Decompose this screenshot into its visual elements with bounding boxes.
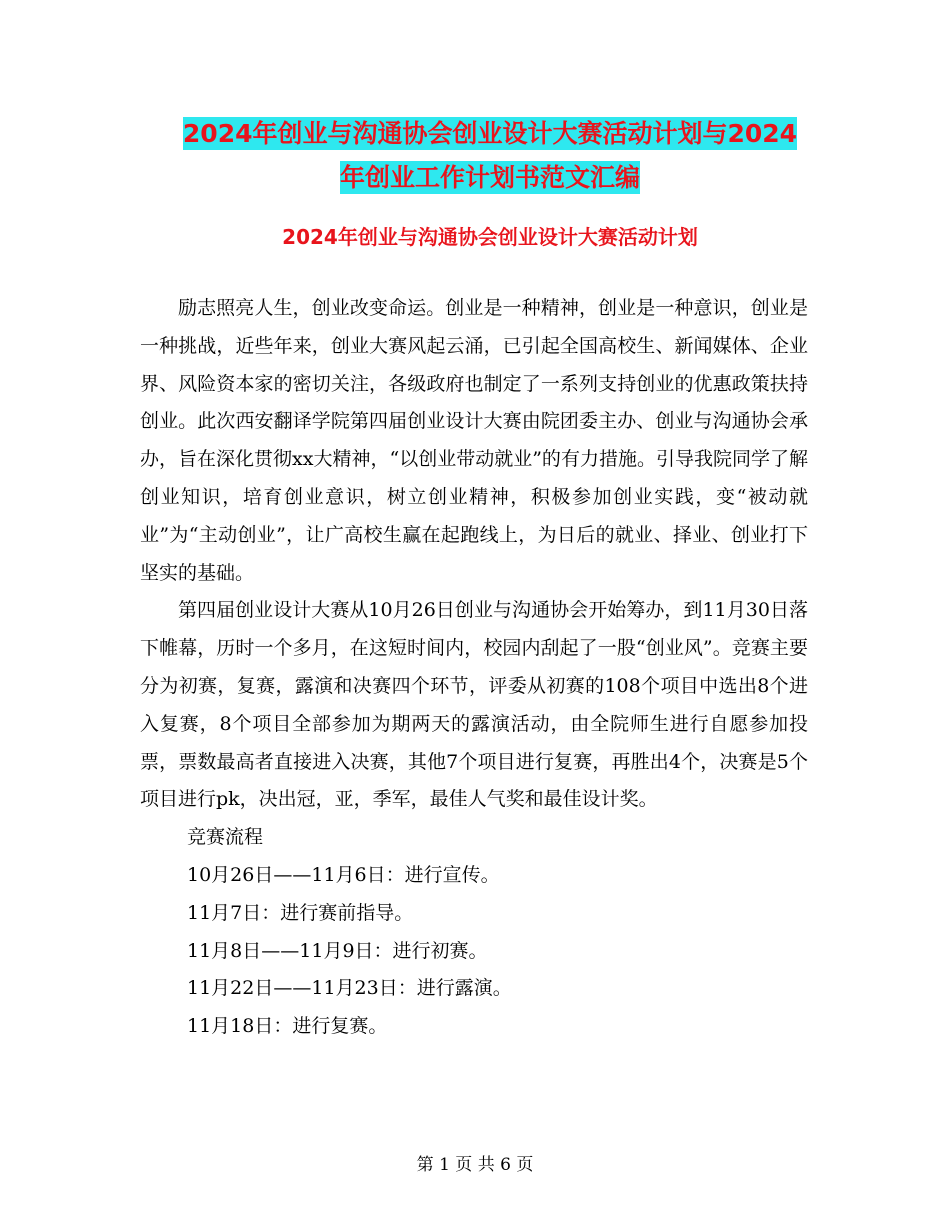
page-number: 第 1 页 共 6 页 [416, 1155, 534, 1175]
schedule-item: 11月22日——11月23日：进行露演。 [187, 977, 512, 1000]
schedule-item: 11月8日——11月9日：进行初赛。 [187, 939, 488, 962]
schedule-item: 10月26日——11月6日：进行宣传。 [187, 863, 500, 886]
paragraph-intro: 励志照亮人生，创业改变命运。创业是一种精神，创业是一种意识，创业是一种挑战，近些年来，创业大赛风起云涌，已引起全国高校生、新闻媒体、企业界、风险资本家的密切关注，各级政府也制定了一系列支持创业的优惠政策扶持创业。此次西安翻译学院第四届创业设计大赛由院团委主办、创业与沟通协会承办，旨在深化贯彻xx大精神，“以创业带动就业”的有力措施。引导我院同学了解创业知识，培育创业意识，树立创业精神，积极参加创业实践，变“被动就业”为“主动创业”，让广高校生赢在起跑线上，为日后的就业、择业、创业打下坚实的基础。 [140, 297, 808, 584]
title-line-2: 年创业工作计划书范文汇编 [339, 163, 640, 192]
schedule-heading: 竞赛流程 [187, 826, 264, 849]
section-title: 2024年创业与沟通协会创业设计大赛活动计划 [282, 225, 698, 249]
document-body [140, 290, 808, 1046]
paragraph-competition: 第四届创业设计大赛从10月26日创业与沟通协会开始筹办，到11月30日落下帷幕，历时一个多月，在这短时间内，校园内刮起了一股“创业风”。竞赛主要分为初赛，复赛，露演和决赛四个环节，评委从初赛的108个项目中选出8个进入复赛，8个项目全部参加为期两天的露演活动，由全院师生进行自愿参加投票，票数最高者直接进入决赛，其他7个项目进行复赛，再胜出4个，决赛是5个项目进行pk，决出冠，亚，季军，最佳人气奖和最佳设计奖。 [140, 599, 808, 811]
schedule-item: 11月18日：进行复赛。 [187, 1015, 388, 1038]
title-line-1: 2024年创业与沟通协会创业设计大赛活动计划与2024 [182, 119, 798, 148]
schedule-item: 11月7日：进行赛前指导。 [187, 901, 414, 924]
document-title [140, 112, 840, 200]
